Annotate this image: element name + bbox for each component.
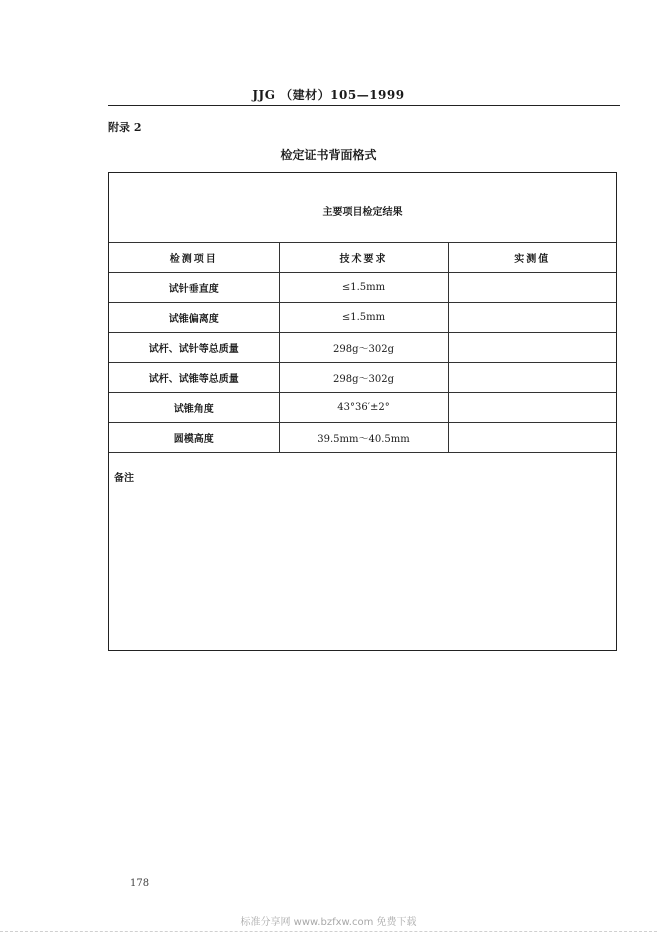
row-item: 试杆、试锥等总质量 (109, 363, 279, 393)
table-header-row (109, 243, 616, 273)
row-requirement: 43°36′±2° (279, 393, 448, 423)
page-title: 检定证书背面格式 (280, 148, 377, 162)
table-row (109, 273, 616, 303)
row-measured-value (448, 303, 616, 333)
header-divider (108, 105, 620, 106)
row-measured-value (448, 333, 616, 363)
table-row (109, 303, 616, 333)
row-requirement: 298g～302g (279, 363, 448, 393)
row-measured-value (448, 423, 616, 453)
certificate-form (108, 172, 617, 651)
bottom-divider (0, 931, 657, 932)
table-row (109, 333, 616, 363)
results-table (109, 242, 616, 453)
column-header-requirement: 技术要求 (279, 243, 448, 273)
table-row (109, 393, 616, 423)
document-header: JJG （建材）105—1999 (252, 88, 405, 102)
row-measured-value (448, 393, 616, 423)
table-row (109, 423, 616, 453)
appendix-label: 附录 2 (108, 121, 142, 134)
row-item: 试杆、试针等总质量 (109, 333, 279, 363)
row-measured-value (448, 273, 616, 303)
row-requirement: 298g～302g (279, 333, 448, 363)
watermark-text: 标准分享网 www.bzfxw.com 免费下载 (240, 917, 417, 928)
row-requirement: ≤1.5mm (279, 303, 448, 333)
row-item: 圆模高度 (109, 423, 279, 453)
row-item: 试锥偏离度 (109, 303, 279, 333)
row-item: 试针垂直度 (109, 273, 279, 303)
remarks-label: 备注 (114, 473, 134, 484)
row-requirement: ≤1.5mm (279, 273, 448, 303)
table-row (109, 363, 616, 393)
page-number: 178 (130, 878, 150, 889)
row-measured-value (448, 363, 616, 393)
row-requirement: 39.5mm～40.5mm (279, 423, 448, 453)
column-header-item: 检测项目 (109, 243, 279, 273)
row-item: 试锥角度 (109, 393, 279, 423)
results-heading: 主要项目检定结果 (322, 207, 403, 218)
column-header-measured: 实测值 (448, 243, 616, 273)
